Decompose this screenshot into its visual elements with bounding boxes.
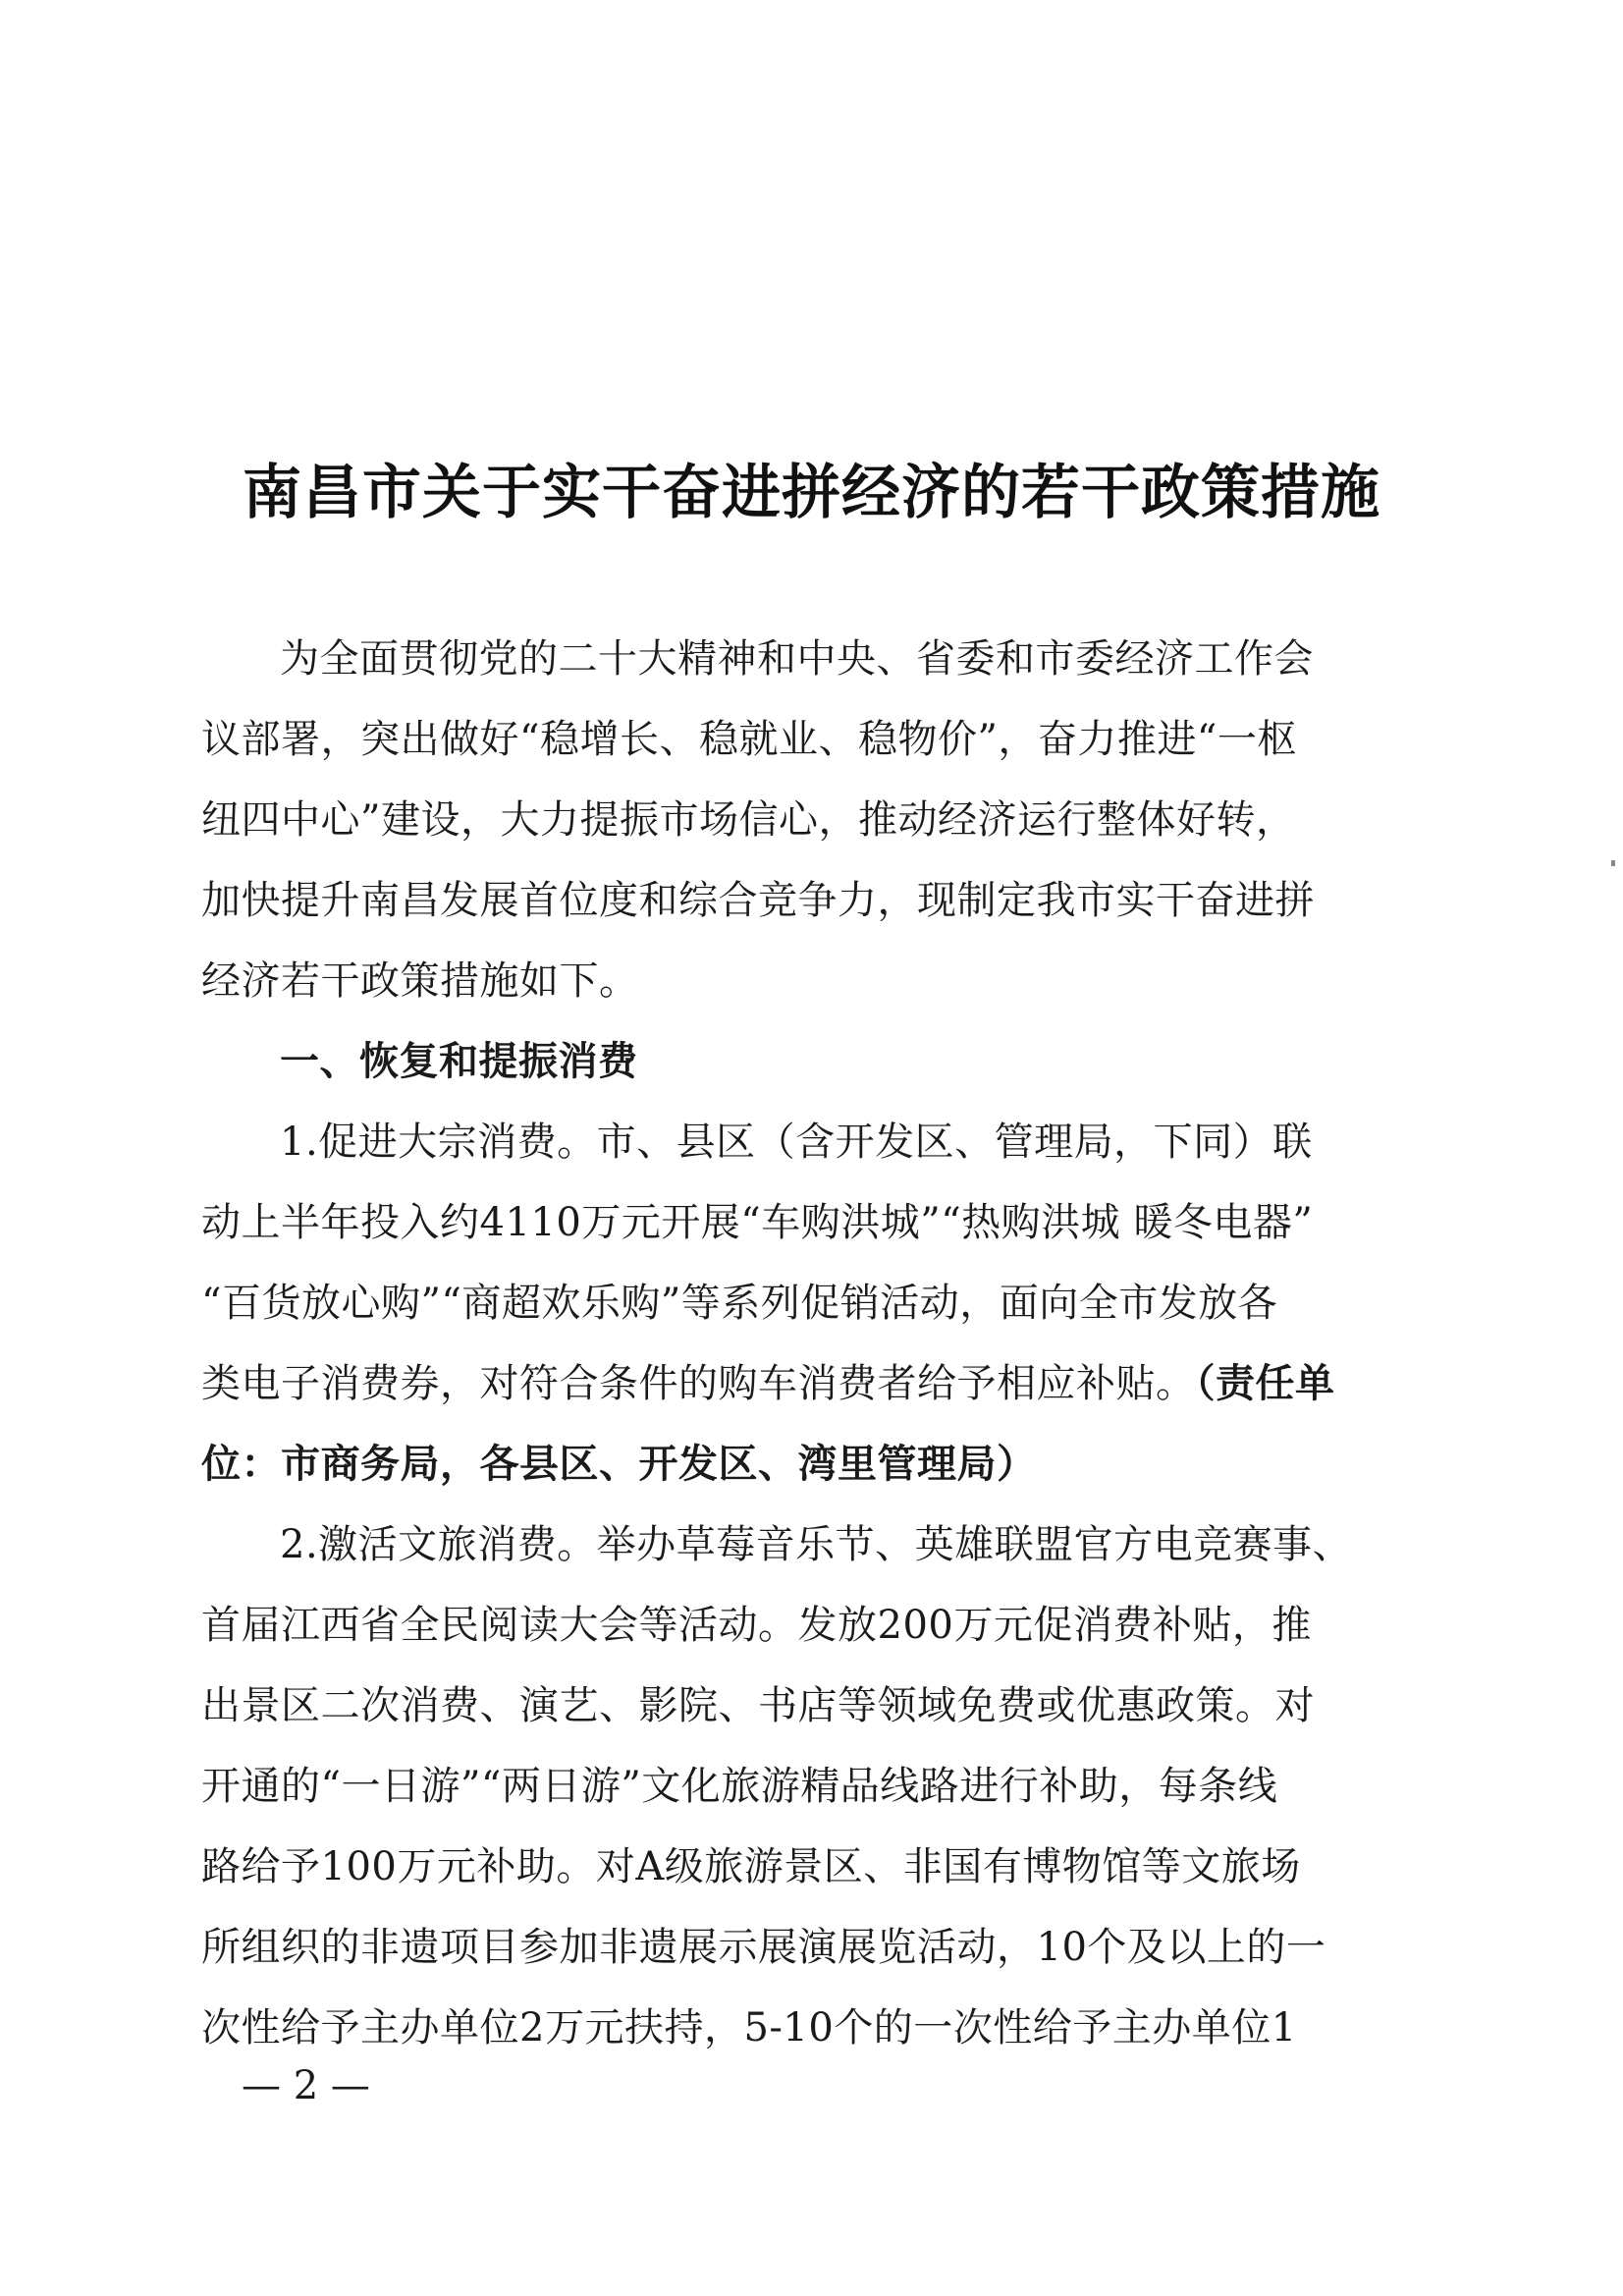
body-line [201,1343,1438,1424]
body-line [201,1746,1438,1827]
body-line-text: 纽四中心”建设，大力提振市场信心，推动经济运行整体好转， [201,797,1296,843]
body-line [201,1907,1438,1988]
body-line-text: “百货放心购”“商超欢乐购”等系列促销活动，面向全市发放各 [201,1281,1278,1326]
page-number: — 2 — [242,2063,370,2108]
body-line-text: 路给予100万元补助。对A级旅游景区、非国有博物馆等文旅场 [201,1844,1301,1889]
body-line-text: 动上半年投入约4110万元开展“车购洪城”“热购洪城 暖冬电器” [201,1200,1314,1245]
body-line-text: 次性给予主办单位2万元扶持，5-10个的一次性给予主办单位1 [201,2005,1297,2050]
responsible-unit-text: 位：市商务局，各县区、开发区、湾里管理局） [201,1442,1037,1487]
body-line-text: 出景区二次消费、演艺、影院、书店等领域免费或优惠政策。对 [201,1683,1315,1728]
body-line-text: 议部署，突出做好“稳增长、稳就业、稳物价”，奋力推进“一枢 [201,717,1297,762]
body-line [201,1827,1438,1907]
section-heading [201,1021,1438,1102]
body-line [201,699,1438,780]
body-line [201,1666,1438,1746]
document-body [201,619,1438,2068]
body-line [201,1424,1438,1504]
body-line-text: 首届江西省全民阅读大会等活动。发放200万元促消费补贴，推 [201,1603,1312,1648]
body-line [201,1504,1438,1585]
body-line-text: 开通的“一日游”“两日游”文化旅游精品线路进行补助，每条线 [201,1764,1278,1809]
body-line [201,1182,1438,1263]
body-line-text: 类电子消费券，对符合条件的购车消费者给予相应补贴。 [201,1361,1196,1406]
body-line-text: 1.促进大宗消费。市、县区（含开发区、管理局，下同）联 [280,1120,1313,1165]
body-line-text: 所组织的非遗项目参加非遗展示展演展览活动，10个及以上的一 [201,1925,1326,1970]
body-line [201,619,1438,699]
scan-edge-mark [1611,860,1615,866]
body-line-text: 一、恢复和提振消费 [280,1039,638,1084]
body-line [201,780,1438,860]
responsible-unit-text: （责任单 [1195,1361,1335,1406]
body-line-text: 2.激活文旅消费。举办草莓音乐节、英雄联盟官方电竞赛事、 [280,1522,1353,1567]
body-line [201,1263,1438,1343]
body-line-text: 为全面贯彻党的二十大精神和中央、省委和市委经济工作会 [280,636,1314,682]
body-line [201,941,1438,1021]
body-line [201,1585,1438,1666]
body-line [201,1102,1438,1182]
body-line-text: 经济若干政策措施如下。 [201,958,639,1004]
body-line [201,1988,1438,2068]
body-line [201,860,1438,941]
document-title: 南昌市关于实干奋进拼经济的若干政策措施 [243,459,1380,527]
body-line-text: 加快提升南昌发展首位度和综合竞争力，现制定我市实干奋进拼 [201,878,1315,923]
